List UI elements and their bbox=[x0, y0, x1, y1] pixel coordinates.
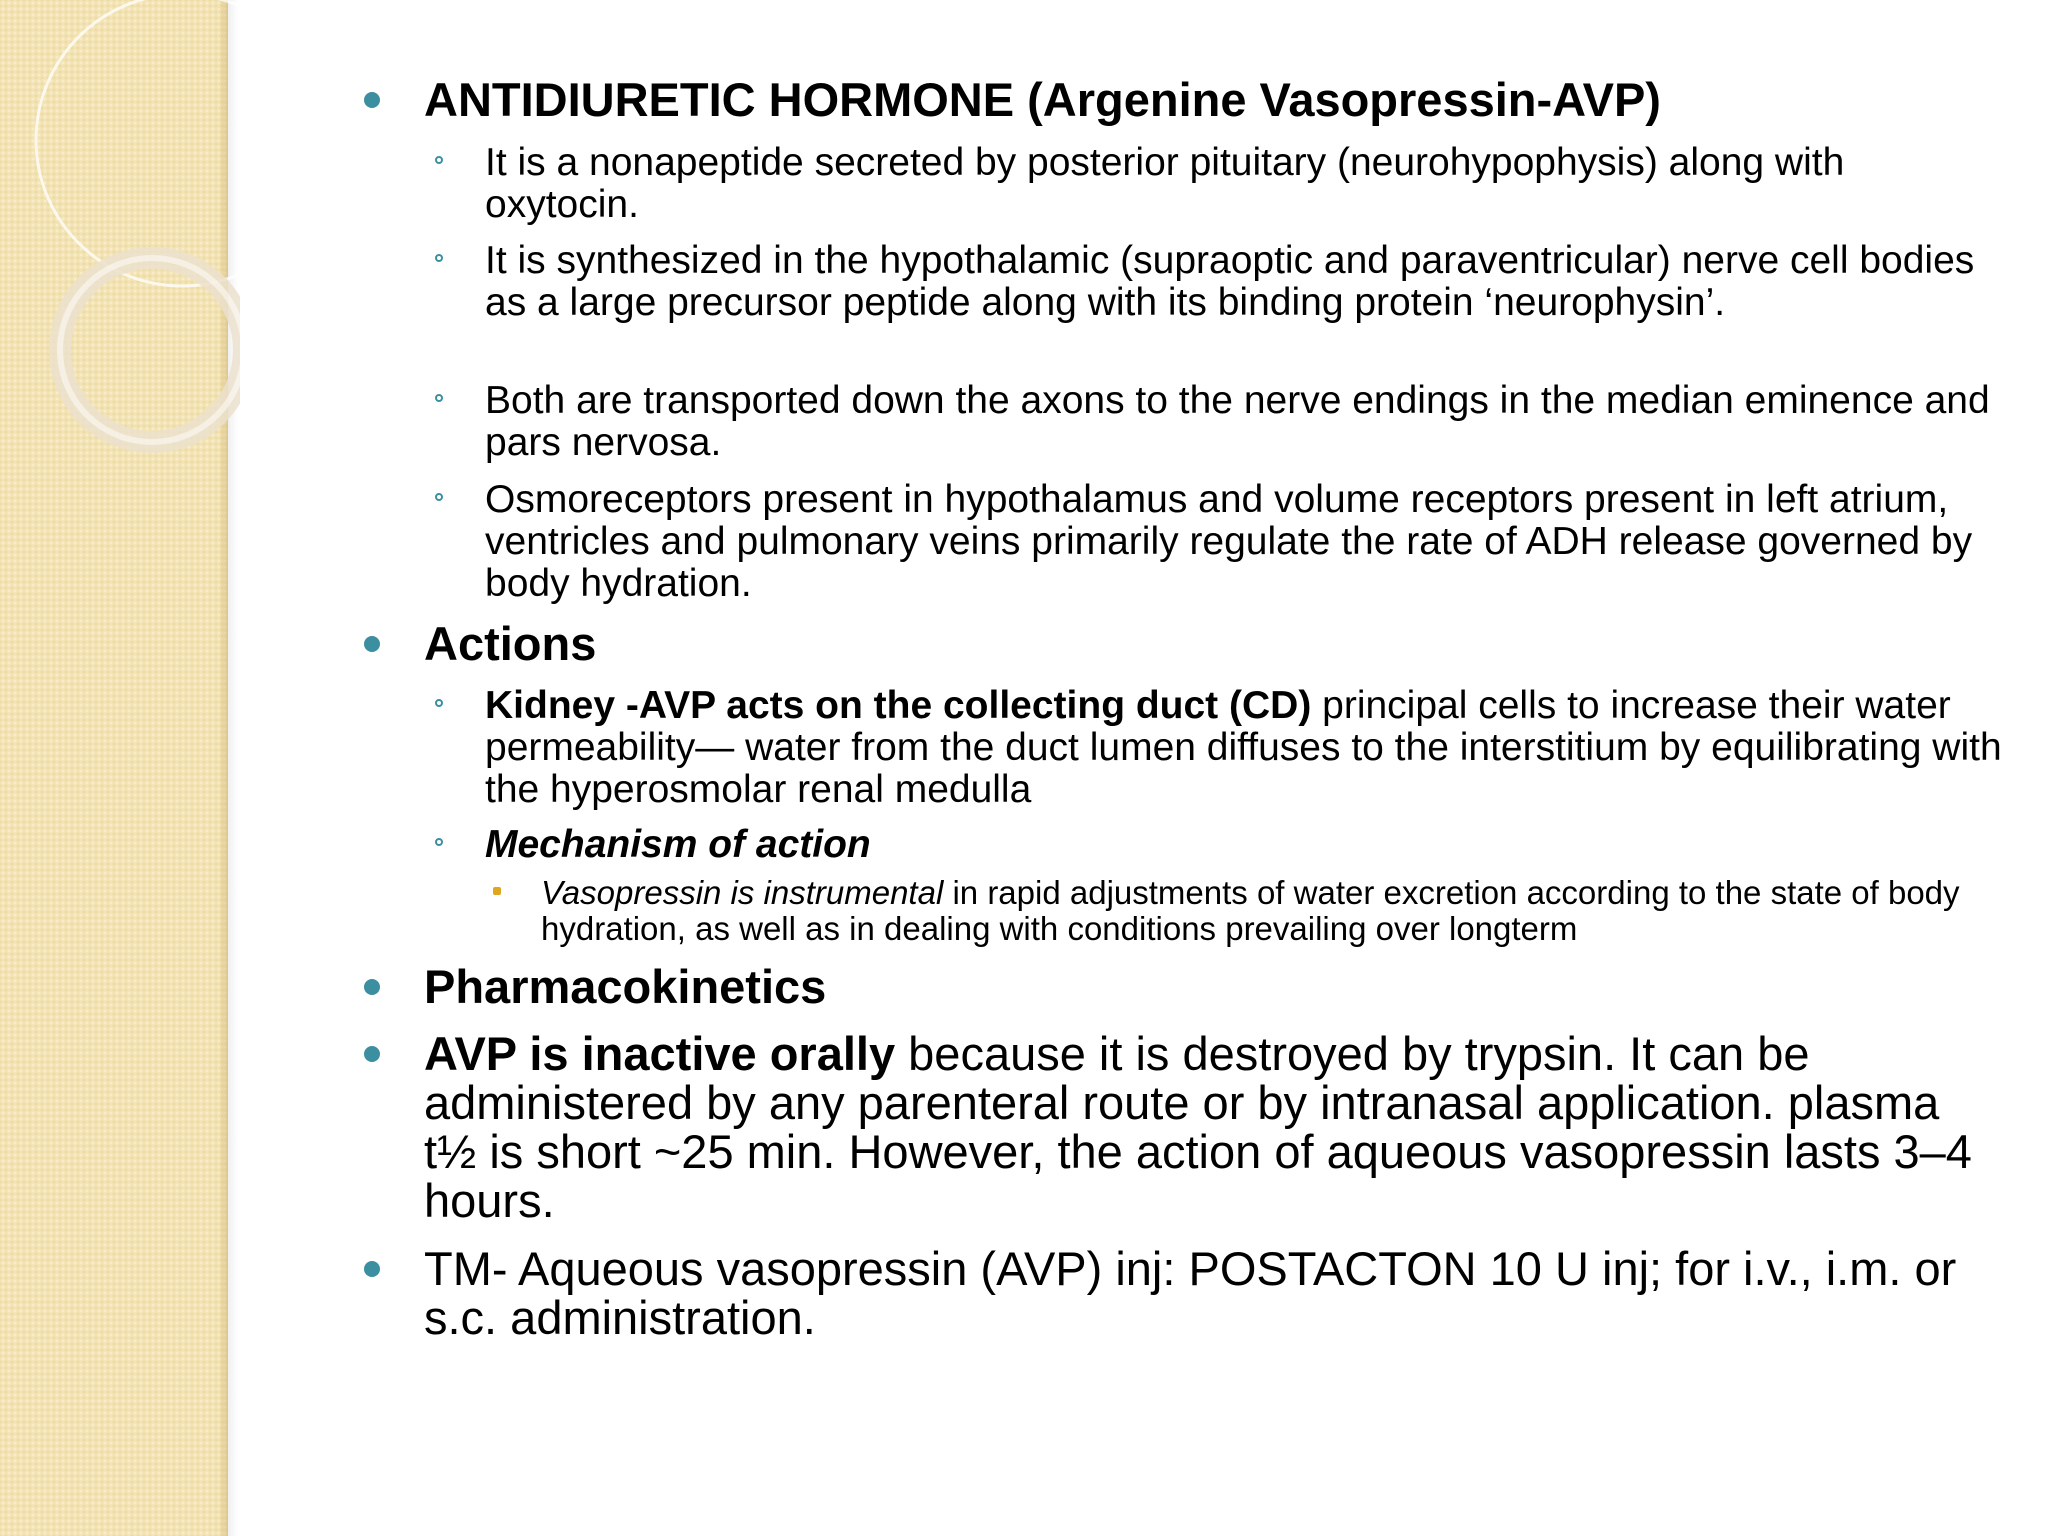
oral-bold-text: AVP is inactive orally bbox=[424, 1027, 896, 1080]
bullet-icon bbox=[364, 1261, 380, 1277]
main-heading: ANTIDIURETIC HORMONE (Argenine Vasopressin-AVP) bbox=[424, 73, 1661, 126]
trade-name-item bbox=[424, 1244, 2004, 1342]
square-bullet-icon bbox=[493, 887, 501, 895]
oral-text: because it is destroyed by trypsin. It can be administered by any parenteral route or by intranasal application. plasma t½ is short ~25 min. However, the action of aqueous vasopressin lasts 3–4 hours. bbox=[424, 1027, 1972, 1227]
pharmacokinetics-heading: Pharmacokinetics bbox=[424, 960, 827, 1013]
intro-text: It is synthesized in the hypothalamic (supraoptic and paraventricular) nerve cell bodies as a large precursor peptide along with its binding protein ‘neurophysin’. bbox=[485, 239, 1975, 324]
main-heading-item bbox=[424, 74, 2004, 126]
bullet-icon bbox=[364, 979, 380, 995]
kidney-text: principal cells to increase their water permeability— water from the duct lumen diffuses to the interstitium by equilibrating with the hyperosmolar renal medulla bbox=[485, 684, 2002, 811]
ring-bullet-icon bbox=[435, 699, 443, 707]
kidney-bold-text: Kidney -AVP acts on the collecting duct (CD) bbox=[485, 684, 1312, 727]
actions-heading-item bbox=[424, 618, 2004, 670]
oral-item bbox=[424, 1029, 2004, 1225]
trade-name-text: TM- Aqueous vasopressin (AVP) inj: POSTACTON 10 U inj; for i.v., i.m. or s.c. administration. bbox=[424, 1242, 1957, 1344]
bullet-icon bbox=[364, 636, 380, 652]
mechanism-detail bbox=[541, 875, 2011, 947]
ring-bullet-icon bbox=[435, 254, 443, 262]
mechanism-text: in rapid adjustments of water excretion according to the state of body hydration, as well as in dealing with conditions prevailing over longterm bbox=[541, 874, 1960, 947]
intro-point bbox=[485, 479, 2005, 605]
intro-point bbox=[485, 380, 2005, 464]
kidney-point bbox=[485, 685, 2005, 811]
ring-bullet-icon bbox=[435, 493, 443, 501]
intro-text: It is a nonapeptide secreted by posterior pituitary (neurohypophysis) along with oxytocin. bbox=[485, 141, 1845, 226]
mechanism-point bbox=[485, 824, 2005, 866]
intro-point bbox=[485, 142, 2005, 226]
mechanism-heading: Mechanism of action bbox=[485, 823, 871, 866]
actions-heading: Actions bbox=[424, 617, 597, 670]
bullet-icon bbox=[364, 1046, 380, 1062]
intro-point bbox=[485, 240, 2005, 324]
pharmacokinetics-heading-item bbox=[424, 961, 2004, 1013]
bullet-icon bbox=[364, 92, 380, 108]
ring-bullet-icon bbox=[435, 838, 443, 846]
intro-text: Both are transported down the axons to the nerve endings in the median eminence and pars nervosa. bbox=[485, 379, 1990, 464]
ring-bullet-icon bbox=[435, 156, 443, 164]
ring-bullet-icon bbox=[435, 394, 443, 402]
mechanism-italic-text: Vasopressin is instrumental bbox=[541, 874, 944, 911]
intro-text: Osmoreceptors present in hypothalamus and volume receptors present in left atrium, ventricles and pulmonary veins primarily regulate the rate of ADH release governed by body hydration. bbox=[485, 478, 1973, 605]
